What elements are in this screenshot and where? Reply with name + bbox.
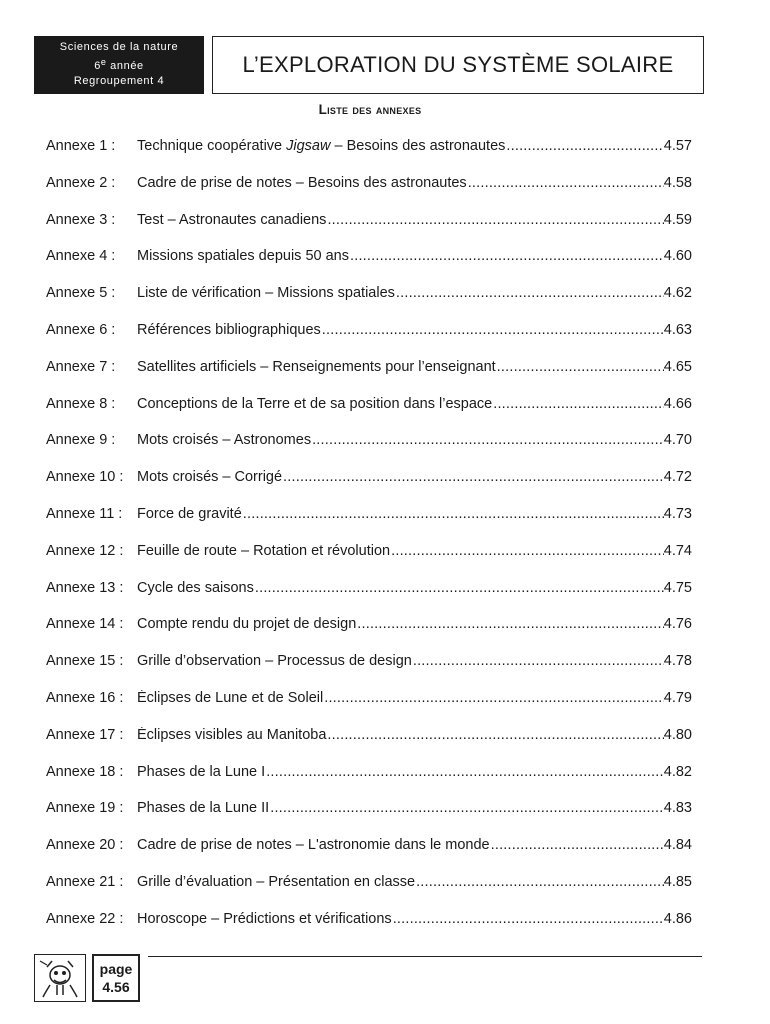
annex-page-number: 4.57	[663, 138, 692, 154]
dot-leader	[321, 322, 664, 338]
annex-title	[137, 690, 323, 706]
annex-title-text: Force de gravité	[137, 505, 242, 522]
annex-title	[137, 506, 242, 522]
annex-entry	[137, 653, 692, 669]
annex-label: Annexe 14 :	[46, 616, 124, 633]
annex-page-number: 4.74	[663, 542, 692, 559]
annex-row	[46, 727, 692, 764]
annex-title	[137, 543, 390, 559]
annex-row	[46, 469, 692, 506]
annex-row	[46, 396, 692, 433]
annex-page-number: 4.86	[663, 910, 692, 927]
annex-entry	[137, 212, 692, 228]
annex-title	[137, 359, 496, 375]
annex-title	[137, 175, 467, 191]
annex-title	[137, 212, 326, 228]
annex-title-text: Grille d’évaluation – Présentation en classe	[137, 873, 416, 890]
annex-row	[46, 800, 692, 837]
annex-title	[137, 248, 349, 264]
dot-leader	[269, 800, 664, 816]
annex-entry	[137, 359, 692, 375]
annex-title	[137, 653, 412, 669]
page-number-box	[92, 954, 140, 1002]
annex-label: Annexe 22 :	[46, 910, 124, 927]
annex-title	[137, 285, 395, 301]
dot-leader	[415, 874, 664, 890]
annex-row	[46, 212, 692, 249]
annex-entry	[137, 543, 692, 559]
annex-entry	[137, 764, 692, 780]
annex-row	[46, 874, 692, 911]
dot-leader	[412, 653, 664, 669]
dot-leader	[265, 764, 664, 780]
annex-row	[46, 690, 692, 727]
annex-label: Annexe 5 :	[46, 285, 116, 302]
cartoon-mascot-icon	[34, 954, 86, 1002]
annex-page-number: 4.80	[663, 726, 692, 743]
annex-row	[46, 837, 692, 874]
annex-title-text: Mots croisés – Corrigé	[137, 469, 283, 486]
dot-leader	[392, 911, 664, 927]
annex-page-number: 4.83	[663, 800, 692, 817]
annex-entry	[137, 580, 692, 596]
annex-label: Annexe 21 :	[46, 873, 124, 890]
page-title-text: L’EXPLORATION DU SYSTÈME SOLAIRE	[242, 52, 674, 77]
annex-page-number: 4.85	[663, 873, 692, 890]
annex-page-number: 4.65	[663, 358, 692, 375]
page-label: page	[99, 961, 133, 977]
annex-row	[46, 432, 692, 469]
annex-label: Annexe 2 :	[46, 174, 116, 191]
annex-label: Annexe 15 :	[46, 653, 124, 670]
annex-entry	[137, 837, 692, 853]
page-number: 4.56	[102, 979, 130, 995]
dot-leader	[349, 248, 664, 264]
annex-title-text: Feuille de route – Rotation et révolution	[137, 542, 391, 559]
annex-row	[46, 322, 692, 359]
annex-label: Annexe 18 :	[46, 763, 124, 780]
annex-title-text: Cadre de prise de notes – Besoins des astronautes	[137, 174, 467, 191]
annex-page-number: 4.70	[663, 432, 692, 449]
annex-label: Annexe 17 :	[46, 726, 124, 743]
annex-label: Annexe 4 :	[46, 248, 116, 265]
badge-cluster: Regroupement 4	[73, 75, 165, 87]
annex-title	[137, 837, 490, 853]
annex-title-text: Satellites artificiels – Renseignements pour l’enseignant	[137, 358, 496, 375]
badge-subject: Sciences de la nature	[59, 41, 179, 53]
dot-leader	[282, 469, 664, 485]
dot-leader	[326, 727, 663, 743]
annex-entry	[137, 432, 692, 448]
annex-row	[46, 653, 692, 690]
annex-title-text: Technique coopérative	[137, 138, 287, 154]
annex-page-number: 4.82	[663, 763, 692, 780]
annex-entry	[137, 285, 692, 301]
annex-page-number: 4.58	[663, 174, 692, 191]
annex-entry	[137, 469, 692, 485]
dot-leader	[356, 616, 664, 632]
annex-page-number: 4.63	[663, 321, 692, 338]
annex-title-text: Grille d’observation – Processus de design	[137, 653, 412, 670]
annex-title	[137, 322, 321, 338]
dot-leader	[467, 175, 664, 191]
annex-label: Annexe 16 :	[46, 689, 124, 706]
dot-leader	[326, 212, 663, 228]
annex-title-emphasis: Jigsaw	[286, 138, 331, 154]
annex-label: Annexe 12 :	[46, 542, 124, 559]
badge-grade: 6e année	[94, 57, 144, 72]
annex-title	[137, 800, 269, 816]
annex-entry	[137, 616, 692, 632]
annex-entry	[137, 506, 692, 522]
section-heading: Liste des annexes	[318, 102, 422, 117]
annex-title-text: Missions spatiales depuis 50 ans	[137, 248, 349, 265]
dot-leader	[242, 506, 664, 522]
dot-leader	[505, 138, 663, 154]
dot-leader	[254, 580, 664, 596]
annex-label: Annexe 9 :	[46, 432, 116, 449]
annex-title	[137, 727, 326, 743]
annex-entry	[137, 874, 692, 890]
annex-title-text: Cadre de prise de notes – L'astronomie dans le monde	[137, 837, 490, 854]
annex-label: Annexe 3 :	[46, 211, 116, 228]
annex-title	[137, 874, 415, 890]
dot-leader	[492, 396, 664, 412]
annex-page-number: 4.75	[663, 579, 692, 596]
annex-title-text-end: – Besoins des astronautes	[330, 138, 506, 154]
annex-page-number: 4.60	[663, 248, 692, 265]
annex-label: Annexe 20 :	[46, 837, 124, 854]
annex-page-number: 4.79	[663, 689, 692, 706]
annex-entry	[137, 800, 692, 816]
annex-page-number: 4.66	[663, 395, 692, 412]
annex-page-number: 4.84	[663, 837, 692, 854]
annex-title	[137, 138, 505, 154]
page-title	[212, 36, 704, 94]
annex-page-number: 4.72	[663, 469, 692, 486]
annex-title-text: Cycle des saisons	[137, 579, 254, 596]
annex-title-text: Éclipses visibles au Manitoba	[137, 726, 327, 743]
annex-entry	[137, 322, 692, 338]
annex-title	[137, 432, 311, 448]
annex-label: Annexe 8 :	[46, 395, 116, 412]
dot-leader	[490, 837, 664, 853]
annex-title-text: Liste de vérification – Missions spatiales	[137, 285, 395, 302]
annex-title-text: Mots croisés – Astronomes	[137, 432, 312, 449]
annex-row	[46, 580, 692, 617]
annex-label: Annexe 10 :	[46, 469, 124, 486]
annex-title-text: Compte rendu du projet de design	[137, 616, 357, 633]
dot-leader	[496, 359, 664, 375]
annex-title	[137, 469, 282, 485]
annex-row	[46, 543, 692, 580]
annex-entry	[137, 248, 692, 264]
annex-label: Annexe 7 :	[46, 358, 116, 375]
annex-row	[46, 285, 692, 322]
annex-title	[137, 616, 356, 632]
annex-row	[46, 506, 692, 543]
annex-entry	[137, 138, 692, 154]
dot-leader	[390, 543, 664, 559]
annex-row	[46, 616, 692, 653]
annex-title-text: Test – Astronautes canadiens	[137, 211, 327, 228]
footer-rule	[148, 956, 702, 957]
annex-row	[46, 359, 692, 396]
annex-row	[46, 911, 692, 948]
annex-entry	[137, 175, 692, 191]
annex-page-number: 4.62	[663, 285, 692, 302]
annex-label: Annexe 11 :	[46, 505, 123, 522]
annex-label: Annexe 6 :	[46, 321, 116, 338]
annex-label: Annexe 13 :	[46, 579, 124, 596]
annex-title-text: Horoscope – Prédictions et vérifications	[137, 910, 392, 927]
annex-entry	[137, 911, 692, 927]
annex-label: Annexe 1 :	[46, 138, 116, 154]
annex-row	[46, 248, 692, 285]
annex-page-number: 4.59	[663, 211, 692, 228]
annex-title	[137, 911, 392, 927]
annex-row	[46, 175, 692, 212]
annex-title-text: Conceptions de la Terre et de sa position dans l’espace	[137, 395, 493, 412]
annex-title-text: Références bibliographiques	[137, 321, 321, 338]
annex-title-text: Phases de la Lune II	[137, 800, 270, 817]
dot-leader	[395, 285, 664, 301]
annex-title-text: Éclipses de Lune et de Soleil	[137, 689, 324, 706]
annex-title	[137, 580, 254, 596]
annex-row	[46, 764, 692, 801]
annex-entry	[137, 396, 692, 412]
dot-leader	[323, 690, 664, 706]
annex-entry	[137, 727, 692, 743]
annex-page-number: 4.73	[663, 505, 692, 522]
annex-title	[137, 396, 492, 412]
annex-page-number: 4.78	[663, 653, 692, 670]
annex-label: Annexe 19 :	[46, 800, 124, 817]
dot-leader	[311, 432, 664, 448]
annex-entry	[137, 690, 692, 706]
annex-list	[46, 138, 692, 948]
annex-title	[137, 764, 265, 780]
annex-row	[46, 138, 692, 175]
annex-page-number: 4.76	[663, 616, 692, 633]
grade-badge	[34, 36, 204, 94]
annex-title-text: Phases de la Lune I	[137, 763, 266, 780]
